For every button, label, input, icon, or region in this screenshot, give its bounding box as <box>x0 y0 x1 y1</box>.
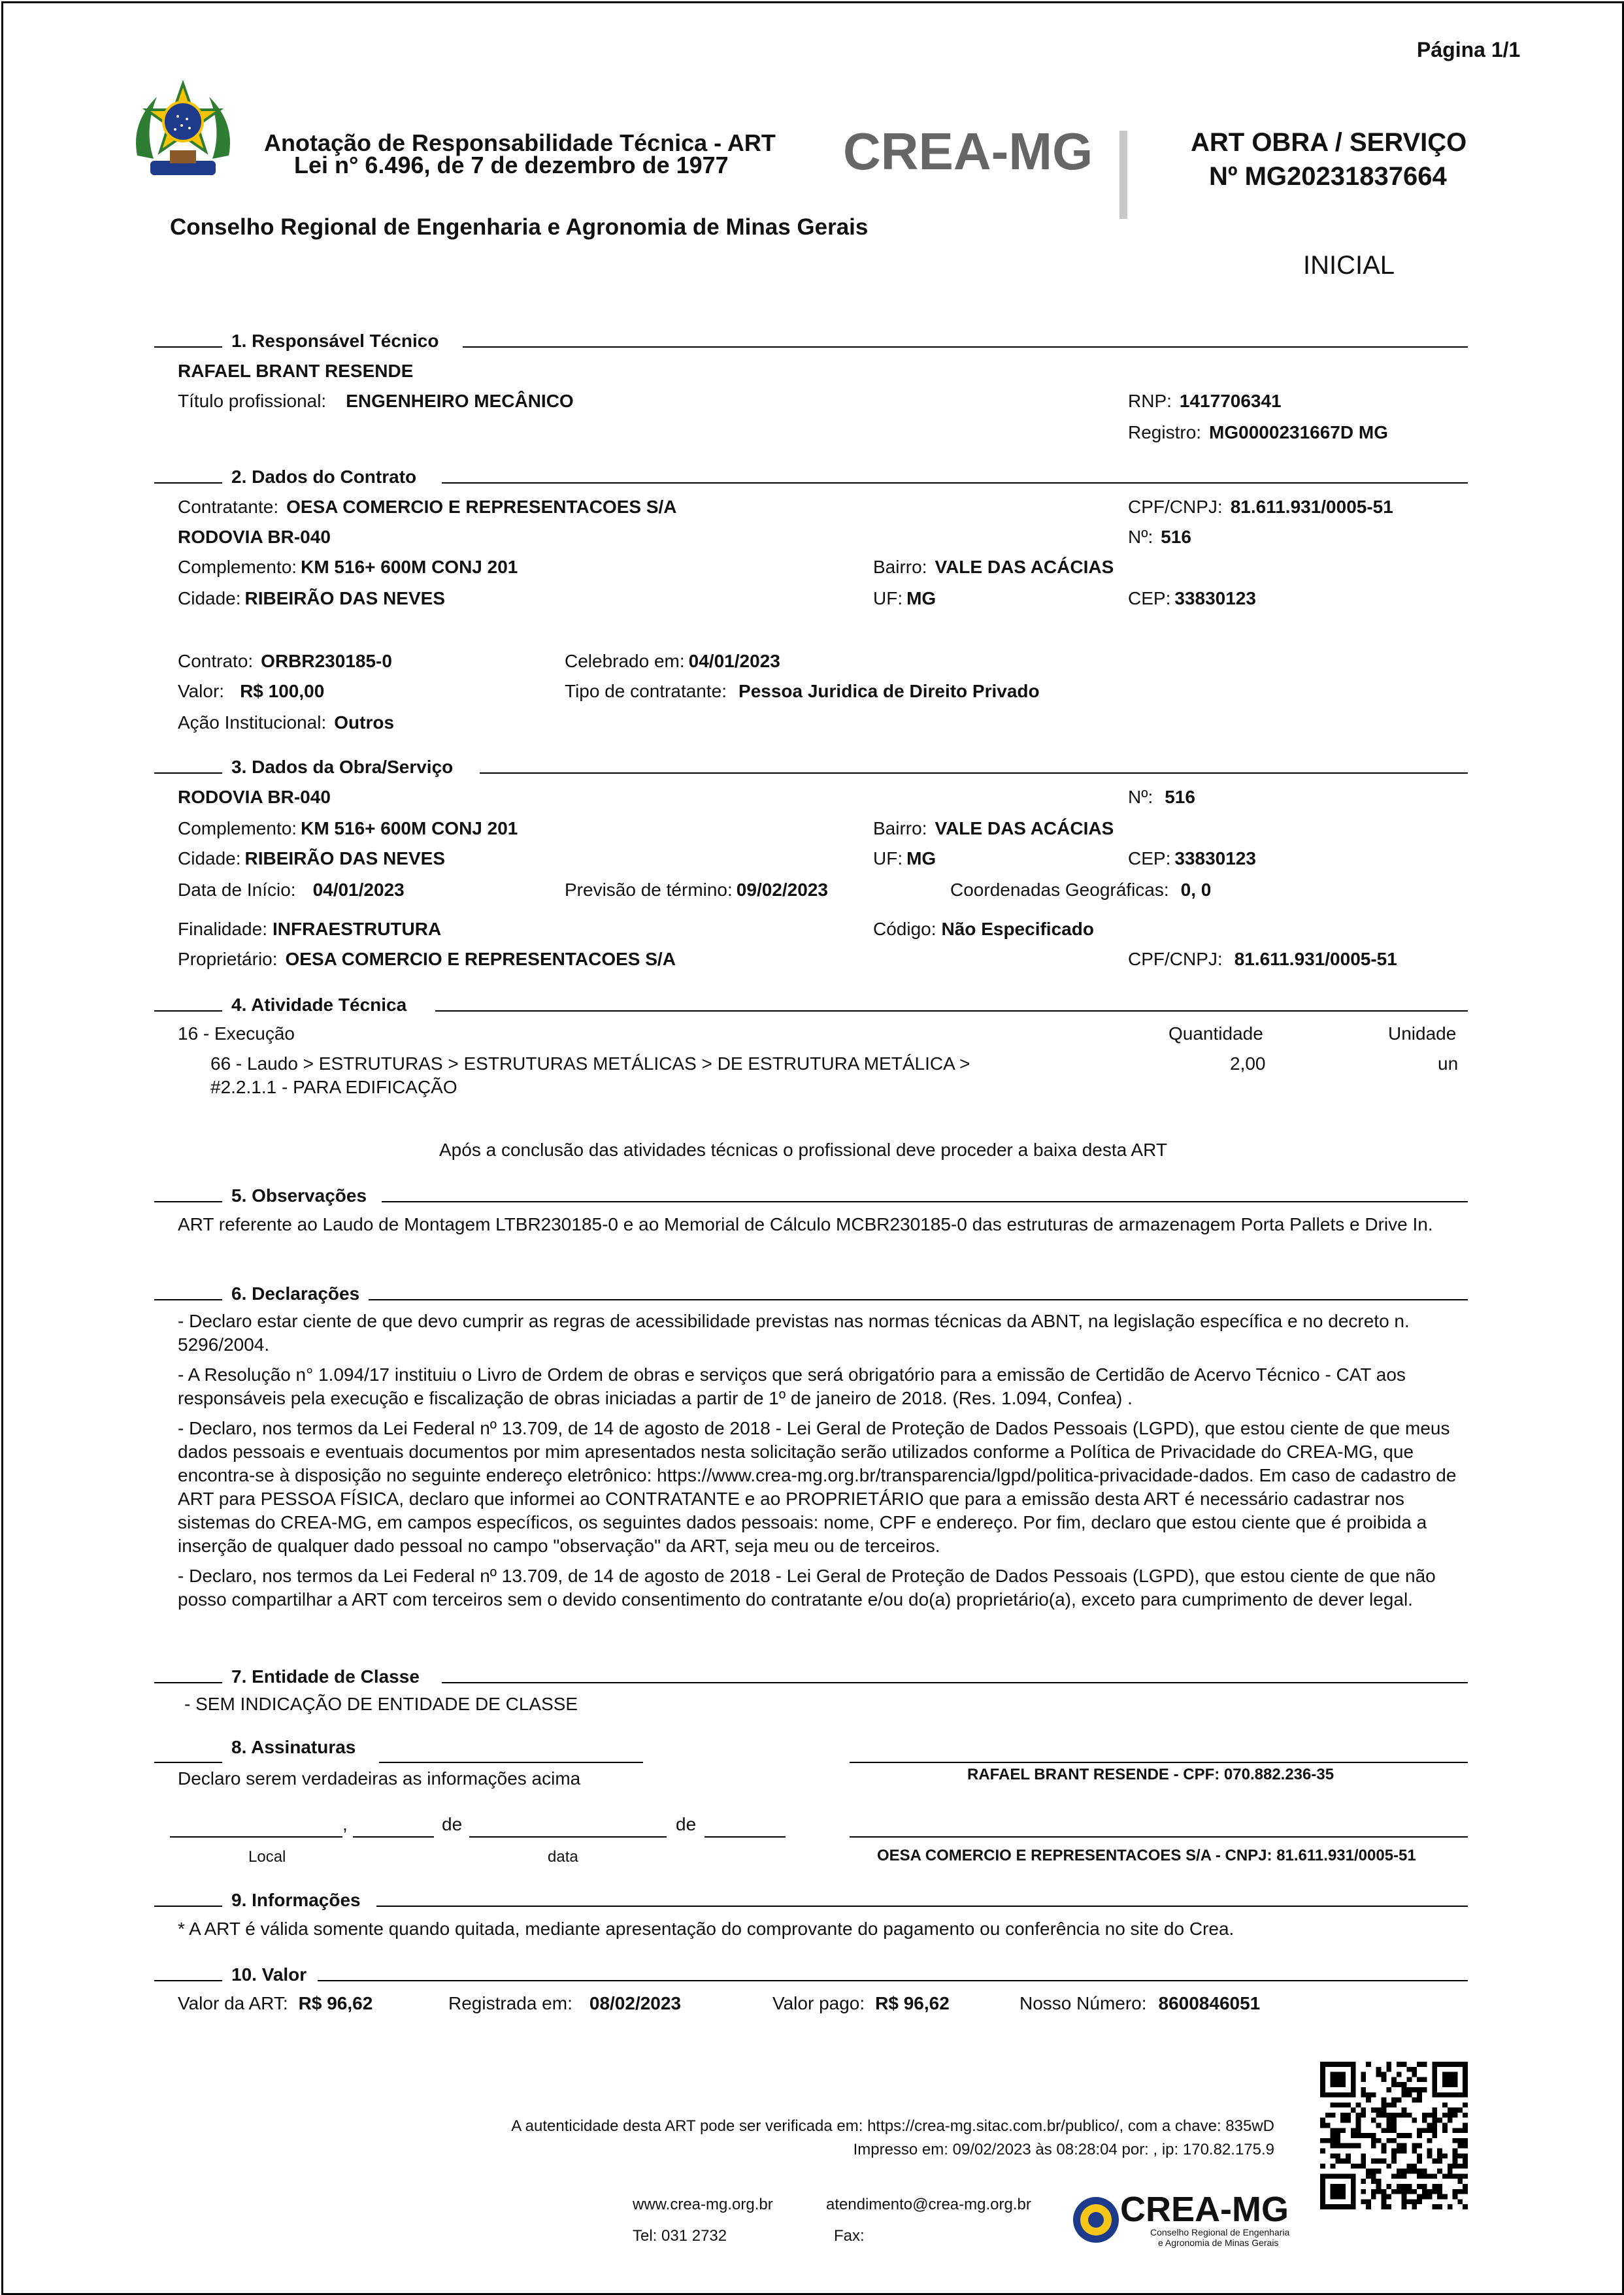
section-title: 4. Atividade Técnica <box>231 995 407 1015</box>
year-line[interactable] <box>704 1818 786 1838</box>
header-divider <box>1119 131 1127 219</box>
work-city: RIBEIRÃO DAS NEVES <box>244 848 446 868</box>
field-label: Coordenadas Geográficas: <box>950 880 1169 900</box>
comma-separator: , <box>342 1814 348 1834</box>
execution-label: 16 - Execução <box>178 1023 295 1044</box>
work-bairro: VALE DAS ACÁCIAS <box>935 818 1114 838</box>
brazil-coat-of-arms-icon <box>124 77 242 195</box>
section-title: 6. Declarações <box>231 1283 360 1304</box>
field-label: CEP: <box>1128 848 1171 868</box>
work-cep: 33830123 <box>1174 848 1256 868</box>
section-4-header <box>154 989 1468 1015</box>
footer-website[interactable]: www.crea-mg.org.br <box>633 2196 773 2213</box>
section-8-title: 8. Assinaturas <box>231 1737 356 1757</box>
footer-email[interactable]: atendimento@crea-mg.org.br <box>826 2196 1031 2213</box>
field-label: Data de Início: <box>178 880 296 900</box>
paid-value: R$ 96,62 <box>875 1993 950 2013</box>
coordinates: 0, 0 <box>1180 880 1212 900</box>
de-label: de <box>676 1814 697 1834</box>
field-label: Tipo de contratante: <box>565 681 727 701</box>
field-label: Nº: <box>1128 527 1153 547</box>
signature-professional-name: RAFAEL BRANT RESENDE - CPF: 070.882.236-35 <box>967 1766 1334 1783</box>
footer-logo-subtitle-2: e Agronomia de Minas Gerais <box>1158 2237 1279 2248</box>
contract-cep: 33830123 <box>1174 588 1256 608</box>
contract-complement: KM 516+ 600M CONJ 201 <box>301 557 518 577</box>
field-label: Título profissional: <box>178 391 327 411</box>
footer-crea-logo-text: CREA-MG <box>1120 2190 1289 2229</box>
section-5-header <box>154 1180 1468 1206</box>
code: Não Especificado <box>941 919 1094 939</box>
activity-line-2: #2.2.1.1 - PARA EDIFICAÇÃO <box>210 1077 457 1097</box>
field-label: CPF/CNPJ: <box>1128 497 1223 517</box>
completion-notice: Após a conclusão das atividades técnicas o profissional deve proceder a baixa desta ART <box>439 1140 1167 1160</box>
section-title: 7. Entidade de Classe <box>231 1666 420 1687</box>
art-value: R$ 96,62 <box>298 1993 373 2013</box>
qr-code-icon <box>1320 2062 1468 2209</box>
month-line[interactable] <box>469 1818 667 1838</box>
registro-value: MG0000231667D MG <box>1209 422 1388 442</box>
field-label: Complemento: <box>178 557 297 577</box>
contract-city: RIBEIRÃO DAS NEVES <box>244 588 446 608</box>
work-uf: MG <box>906 848 936 868</box>
signature-line-professional <box>850 1737 1468 1763</box>
contract-bairro: VALE DAS ACÁCIAS <box>935 557 1114 577</box>
section-title: 3. Dados da Obra/Serviço <box>231 757 454 777</box>
our-number: 8600846051 <box>1158 1993 1261 2013</box>
date-caption: data <box>548 1848 578 1866</box>
declaration-3: - Declaro, nos termos da Lei Federal nº 13.709, de 14 de agosto de 2018 - Lei Geral de Proteção de Dados Pessoais (LGPD), que estou ciente de que meus dados pessoais e eventuais documentos por mim apresentados nesta solicitação serão utilizados conforme a Política de Privacidade do CREA-MG, que encontra-se à disposição no seguinte endereço eletrônico: https://www.crea-mg.org.br/transparencia/lgpd/politica-privacidade-dados. Em caso de cadastro de ART para PESSOA FÍSICA, declaro que informei ao CONTRATANTE e ao PROPRIETÁRIO que para a emissão desta ART é necessário cadastrar nos sistemas do CREA-MG, em campos específicos, os seguintes dados pessoais: nome, CPF e endereço. Por fim, declaro que estou ciente que é proibida a inserção de qualquer dado pessoal no campo "observação" da ART, seja meu ou de terceiros. <box>178 1418 1457 1556</box>
crea-mg-title: CREA-MG <box>843 122 1093 180</box>
field-label: Cidade: <box>178 588 241 608</box>
section-title: 5. Observações <box>231 1185 367 1206</box>
section-8-line-left <box>154 1736 222 1763</box>
place-line[interactable] <box>170 1818 342 1838</box>
section-2-header <box>154 461 1468 487</box>
section-8-line-right <box>379 1736 643 1763</box>
law-reference: Lei n° 6.496, de 7 de dezembro de 1977 <box>294 152 729 178</box>
field-label: CPF/CNPJ: <box>1128 949 1223 969</box>
signature-contractor-name: OESA COMERCIO E REPRESENTACOES S/A - CNPJ: 81.611.931/0005-51 <box>877 1847 1416 1864</box>
field-label: Cidade: <box>178 848 241 868</box>
declaration-4: - Declaro, nos termos da Lei Federal nº 13.709, de 14 de agosto de 2018 - Lei Geral de Proteção de Dados Pessoais (LGPD), que estou ciente de que não posso compartilhar a ART com terceiros sem o devido consentimento do contratante e/ou do(a) proprietário(a), exceto para cumprimento de dever legal. <box>178 1566 1436 1610</box>
field-label: CEP: <box>1128 588 1171 608</box>
section-1-header <box>154 325 1468 352</box>
information-text: * A ART é válida somente quando quitada, mediante apresentação do comprovante do pagamento ou conferência no site do Crea. <box>178 1919 1235 1939</box>
de-label: de <box>442 1814 463 1834</box>
section-9-header <box>154 1885 1468 1911</box>
contract-number-address: 516 <box>1161 527 1191 547</box>
field-label: Nosso Número: <box>1019 1993 1147 2013</box>
page-number: Página 1/1 <box>1417 38 1521 61</box>
field-label: Finalidade: <box>178 919 267 939</box>
art-number: Nº MG20231837664 <box>1209 162 1447 191</box>
field-label: UF: <box>873 588 903 608</box>
section-10-header <box>154 1959 1468 1985</box>
observations-text: ART referente ao Laudo de Montagem LTBR230185-0 e ao Memorial de Cálculo MCBR230185-0 das estruturas de armazenagem Porta Pallets e Drive In. <box>178 1214 1433 1234</box>
field-label: Bairro: <box>873 557 927 577</box>
field-label: Contratante: <box>178 497 279 517</box>
footer-logo-subtitle-1: Conselho Regional de Engenharia <box>1150 2227 1290 2237</box>
council-name: Conselho Regional de Engenharia e Agronomia de Minas Gerais <box>170 214 869 240</box>
section-title: 9. Informações <box>231 1890 361 1910</box>
professional-title: ENGENHEIRO MECÂNICO <box>346 391 574 411</box>
field-label: Proprietário: <box>178 949 278 969</box>
class-entity: - SEM INDICAÇÃO DE ENTIDADE DE CLASSE <box>184 1694 578 1714</box>
field-label: Nº: <box>1128 787 1153 807</box>
place-caption: Local <box>248 1848 286 1866</box>
end-forecast: 09/02/2023 <box>736 880 828 900</box>
field-label: Complemento: <box>178 818 297 838</box>
field-label: Contrato: <box>178 651 254 671</box>
section-7-header <box>154 1661 1468 1687</box>
declaration-2: - A Resolução n° 1.094/17 instituiu o Livro de Ordem de obras e serviços que será obrigatório para a emissão de Certidão de Acervo Técnico - CAT aos responsáveis pela execução e fiscalização de obras iniciadas a partir de 1º de janeiro de 2018. (Res. 1.094, Confea) . <box>178 1364 1406 1408</box>
footer-phone: Tel: 031 2732 <box>633 2227 727 2245</box>
section-title: 2. Dados do Contrato <box>231 467 417 487</box>
declaration-truth: Declaro serem verdadeiras as informações acima <box>178 1768 581 1789</box>
quantity-header: Quantidade <box>1168 1023 1263 1044</box>
work-number: 516 <box>1165 787 1195 807</box>
field-label: Registro: <box>1128 422 1202 442</box>
field-label: RNP: <box>1128 391 1172 411</box>
contratante-value: OESA COMERCIO E REPRESENTACOES S/A <box>286 497 677 517</box>
work-address: RODOVIA BR-040 <box>178 787 331 807</box>
art-type: ART OBRA / SERVIÇO <box>1191 128 1467 157</box>
field-label: Ação Institucional: <box>178 712 327 733</box>
rnp-value: 1417706341 <box>1179 391 1282 411</box>
work-complement: KM 516+ 600M CONJ 201 <box>301 818 518 838</box>
field-label: Previsão de término: <box>565 880 733 900</box>
activity-unit: un <box>1438 1053 1459 1074</box>
field-label: Valor: <box>178 681 225 701</box>
contratante-cnpj: 81.611.931/0005-51 <box>1230 497 1393 517</box>
activity-line-1: 66 - Laudo > ESTRUTURAS > ESTRUTURAS METÁLICAS > DE ESTRUTURA METÁLICA > <box>210 1053 970 1074</box>
footer-fax: Fax: <box>834 2227 865 2245</box>
section-3-header <box>154 751 1468 778</box>
declaration-1: - Declaro estar ciente de que devo cumprir as regras de acessibilidade previstas nas normas técnicas da ABNT, na legislação específica e no decreto n. 5296/2004. <box>178 1311 1410 1355</box>
field-label: Celebrado em: <box>565 651 685 671</box>
field-label: Código: <box>873 919 936 939</box>
contract-value: R$ 100,00 <box>240 681 325 701</box>
contract-type: Pessoa Juridica de Direito Privado <box>738 681 1040 701</box>
field-label: UF: <box>873 848 903 868</box>
section-6-header <box>154 1278 1468 1304</box>
field-label: Valor pago: <box>772 1993 865 2013</box>
field-label: Valor da ART: <box>178 1993 288 2013</box>
field-label: Registrada em: <box>448 1993 572 2013</box>
crea-logo-icon <box>1072 2196 1120 2244</box>
purpose: INFRAESTRUTURA <box>272 919 442 939</box>
contract-id: ORBR230185-0 <box>261 651 392 671</box>
printed-info: Impresso em: 09/02/2023 às 08:28:04 por: , ip: 170.82.175.9 <box>853 2141 1274 2158</box>
field-label: Bairro: <box>873 818 927 838</box>
contract-date: 04/01/2023 <box>688 651 780 671</box>
start-date: 04/01/2023 <box>312 880 405 900</box>
responsible-name: RAFAEL BRANT RESENDE <box>178 361 414 381</box>
institutional-action: Outros <box>334 712 395 733</box>
section-title: 10. Valor <box>231 1964 307 1985</box>
authenticity-notice: A autenticidade desta ART pode ser verificada em: https://crea-mg.sitac.com.br/publico/, com a chave: 835wD <box>511 2117 1274 2135</box>
section-title: 1. Responsável Técnico <box>231 331 439 351</box>
unit-header: Unidade <box>1388 1023 1457 1044</box>
status-label: INICIAL <box>1303 251 1395 280</box>
art-title: Anotação de Responsabilidade Técnica - ART <box>264 129 776 156</box>
signature-line-contractor <box>850 1818 1468 1838</box>
day-line[interactable] <box>353 1818 434 1838</box>
owner-cnpj: 81.611.931/0005-51 <box>1234 949 1397 969</box>
owner: OESA COMERCIO E REPRESENTACOES S/A <box>285 949 676 969</box>
activity-quantity: 2,00 <box>1230 1053 1266 1074</box>
contract-address: RODOVIA BR-040 <box>178 527 331 547</box>
contract-uf: MG <box>906 588 936 608</box>
registered-date: 08/02/2023 <box>589 1993 682 2013</box>
